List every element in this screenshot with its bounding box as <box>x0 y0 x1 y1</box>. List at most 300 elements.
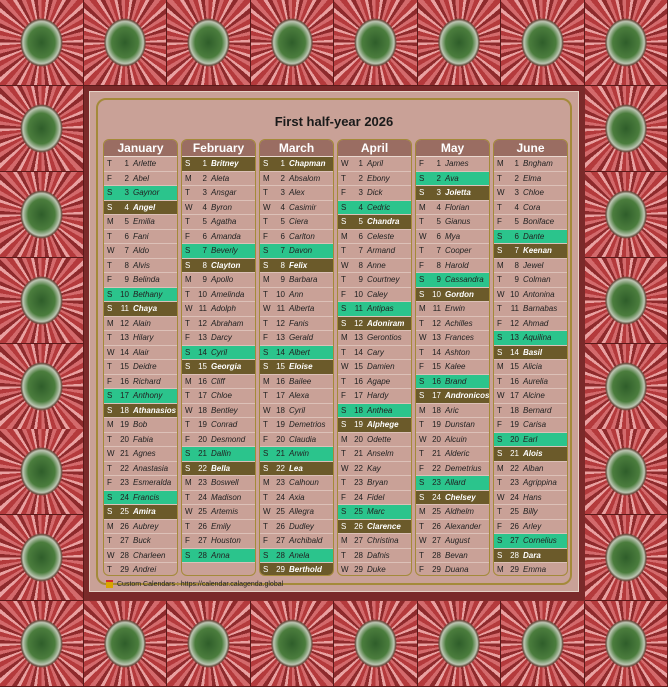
day-letter: S <box>497 550 503 560</box>
day-row <box>338 157 411 172</box>
name-of-day: Duana <box>445 565 469 574</box>
day-letter: F <box>185 333 190 342</box>
day-row <box>494 418 567 433</box>
flower-eye-photo-tile <box>585 0 668 86</box>
name-of-day: Alvis <box>133 260 150 270</box>
day-number: 26 <box>276 521 285 531</box>
day-row <box>260 476 333 491</box>
day-letter: W <box>341 463 349 473</box>
day-letter: S <box>341 507 347 516</box>
day-number: 15 <box>120 362 129 371</box>
name-of-day: April <box>367 159 384 168</box>
day-number: 18 <box>432 405 441 415</box>
day-number: 22 <box>432 463 441 473</box>
name-of-day: Adoniram <box>367 318 405 328</box>
day-letter: T <box>341 246 346 255</box>
day-number: 9 <box>436 275 441 284</box>
name-of-day: Arley <box>523 521 542 531</box>
day-letter: T <box>107 565 112 574</box>
day-row <box>260 447 333 462</box>
day-number: 1 <box>280 159 285 168</box>
name-of-day: Hilary <box>133 333 154 342</box>
day-row <box>260 389 333 404</box>
name-of-day: Alderic <box>445 449 470 458</box>
day-letter: T <box>107 362 112 371</box>
name-of-day: Fabia <box>133 434 154 444</box>
day-letter: T <box>107 159 112 168</box>
day-letter: T <box>185 318 190 328</box>
day-letter: F <box>107 275 112 284</box>
day-number: 2 <box>514 173 519 183</box>
name-of-day: Anela <box>289 550 310 560</box>
name-of-day: Britney <box>211 159 239 168</box>
day-letter: T <box>107 434 112 444</box>
day-row <box>182 186 255 201</box>
day-row <box>260 505 333 520</box>
day-row <box>494 317 567 332</box>
day-row <box>260 375 333 390</box>
day-letter: W <box>107 246 115 255</box>
day-number: 25 <box>276 507 285 516</box>
day-number: 24 <box>120 492 129 502</box>
day-letter: T <box>341 449 346 458</box>
day-number: 27 <box>510 536 519 545</box>
day-letter: S <box>497 347 503 357</box>
day-row <box>494 331 567 346</box>
day-row <box>416 447 489 462</box>
month-column-june <box>493 139 568 576</box>
day-number: 20 <box>276 434 285 444</box>
day-row <box>182 549 255 564</box>
day-row <box>260 244 333 259</box>
day-number: 16 <box>120 376 129 386</box>
day-row <box>260 433 333 448</box>
day-number: 13 <box>354 333 363 342</box>
day-row <box>260 230 333 245</box>
day-row <box>182 346 255 361</box>
day-number: 14 <box>120 347 129 357</box>
day-number: 2 <box>124 173 129 183</box>
flower-eye-photo-tile <box>501 601 585 687</box>
name-of-day: Aldo <box>133 246 150 255</box>
day-letter: M <box>263 376 270 386</box>
day-letter: S <box>419 188 425 197</box>
day-row <box>416 549 489 564</box>
day-row <box>104 346 177 361</box>
day-row <box>494 462 567 477</box>
name-of-day: Aleta <box>211 173 230 183</box>
flower-eye-photo-tile <box>0 86 84 172</box>
name-of-day: Bevan <box>445 550 468 560</box>
day-number: 20 <box>432 434 441 444</box>
day-row <box>338 201 411 216</box>
day-row <box>416 186 489 201</box>
day-row <box>338 186 411 201</box>
name-of-day: Houston <box>211 536 241 545</box>
day-number: 9 <box>514 275 519 284</box>
day-number: 2 <box>202 173 207 183</box>
day-letter: F <box>419 565 424 574</box>
name-of-day: Aquilina <box>523 333 552 342</box>
day-row <box>182 273 255 288</box>
day-number: 16 <box>432 376 441 386</box>
name-of-day: Conrad <box>211 420 238 429</box>
day-row <box>494 505 567 520</box>
day-letter: S <box>107 391 113 400</box>
day-row <box>416 201 489 216</box>
day-row <box>104 317 177 332</box>
day-row <box>416 375 489 390</box>
flower-eye-photo-tile <box>251 0 335 86</box>
day-letter: S <box>263 159 269 168</box>
day-row <box>104 157 177 172</box>
name-of-day: Aubrey <box>133 521 159 531</box>
day-row <box>260 273 333 288</box>
name-of-day: Darcy <box>211 333 232 342</box>
name-of-day: Dara <box>523 550 541 560</box>
day-letter: F <box>497 217 502 226</box>
day-letter: F <box>419 159 424 168</box>
day-row <box>416 259 489 274</box>
name-of-day: Armand <box>367 246 396 255</box>
day-row <box>260 520 333 535</box>
day-row <box>338 244 411 259</box>
day-letter: S <box>185 246 191 255</box>
day-number: 8 <box>436 260 441 270</box>
day-letter: W <box>107 449 115 458</box>
month-column-february <box>181 139 256 576</box>
day-letter: F <box>497 420 502 429</box>
day-number: 11 <box>120 304 129 313</box>
day-letter: F <box>497 521 502 531</box>
day-number: 6 <box>358 231 363 241</box>
day-letter: W <box>185 405 193 415</box>
day-row <box>338 360 411 375</box>
day-row <box>338 317 411 332</box>
day-letter: T <box>263 289 268 299</box>
name-of-day: Brand <box>445 376 467 386</box>
name-of-day: Billy <box>523 507 538 516</box>
day-letter: T <box>497 376 502 386</box>
day-row <box>260 186 333 201</box>
day-number: 24 <box>354 492 363 502</box>
day-row <box>416 563 489 576</box>
name-of-day: Amira <box>133 507 156 516</box>
name-of-day: Odette <box>367 434 392 444</box>
day-row <box>416 433 489 448</box>
day-number: 8 <box>358 260 363 270</box>
day-row <box>104 433 177 448</box>
day-letter: W <box>419 434 427 444</box>
day-letter: M <box>419 304 426 313</box>
day-row <box>260 534 333 549</box>
day-letter: M <box>185 173 192 183</box>
name-of-day: Basil <box>523 347 543 357</box>
month-column-january <box>103 139 178 576</box>
flower-eye-photo-tile <box>585 515 668 601</box>
name-of-day: Gerontios <box>367 333 402 342</box>
day-row <box>494 563 567 576</box>
day-number: 20 <box>120 434 129 444</box>
day-letter: S <box>263 565 269 574</box>
day-letter: F <box>263 434 268 444</box>
day-number: 8 <box>202 260 207 270</box>
day-number: 21 <box>120 449 129 458</box>
day-row <box>416 172 489 187</box>
name-of-day: Clayton <box>211 260 241 270</box>
day-number: 17 <box>432 391 441 400</box>
day-letter: M <box>497 159 504 168</box>
name-of-day: Caley <box>367 289 388 299</box>
name-of-day: Joletta <box>445 188 471 197</box>
day-number: 19 <box>432 420 441 429</box>
day-row <box>416 331 489 346</box>
day-number: 10 <box>276 289 285 299</box>
day-row <box>182 534 255 549</box>
name-of-day: Anna <box>211 550 230 560</box>
name-of-day: Florian <box>445 202 470 212</box>
name-of-day: Alcine <box>523 391 545 400</box>
day-letter: W <box>419 333 427 342</box>
day-letter: M <box>341 434 348 444</box>
day-letter: S <box>341 217 347 226</box>
day-letter: S <box>185 347 191 357</box>
day-row <box>338 491 411 506</box>
day-row <box>416 404 489 419</box>
day-row <box>338 476 411 491</box>
day-letter: F <box>497 318 502 328</box>
day-number: 19 <box>276 420 285 429</box>
day-number: 28 <box>354 550 363 560</box>
day-number: 23 <box>432 478 441 487</box>
name-of-day: Bentley <box>211 405 238 415</box>
day-letter: S <box>497 333 503 342</box>
day-number: 14 <box>510 347 519 357</box>
day-row <box>104 375 177 390</box>
name-of-day: Aric <box>445 405 459 415</box>
day-letter: T <box>185 420 190 429</box>
day-row <box>182 404 255 419</box>
day-letter: T <box>497 304 502 313</box>
day-number: 15 <box>432 362 441 371</box>
name-of-day: Apollo <box>211 275 234 284</box>
day-letter: W <box>497 391 505 400</box>
name-of-day: Bryan <box>367 478 388 487</box>
day-letter: F <box>107 376 112 386</box>
day-letter: F <box>185 434 190 444</box>
day-letter: F <box>185 231 190 241</box>
name-of-day: Abraham <box>211 318 244 328</box>
day-letter: T <box>419 550 424 560</box>
day-letter: W <box>497 492 505 502</box>
day-number: 4 <box>280 202 285 212</box>
name-of-day: Boniface <box>523 217 555 226</box>
day-letter: S <box>107 188 113 197</box>
name-of-day: Barbara <box>289 275 318 284</box>
name-of-day: Amelinda <box>211 289 245 299</box>
day-row <box>494 186 567 201</box>
day-letter: S <box>107 304 113 313</box>
name-of-day: James <box>445 159 469 168</box>
day-number: 23 <box>510 478 519 487</box>
day-row <box>416 505 489 520</box>
name-of-day: Cary <box>367 347 384 357</box>
day-row <box>104 447 177 462</box>
flower-eye-photo-tile <box>0 0 84 86</box>
name-of-day: Anthea <box>367 405 393 415</box>
day-row <box>494 549 567 564</box>
day-letter: S <box>263 260 269 270</box>
day-number: 17 <box>120 391 129 400</box>
name-of-day: Bernard <box>523 405 552 415</box>
day-number: 18 <box>276 405 285 415</box>
day-number: 3 <box>358 188 363 197</box>
day-row <box>338 549 411 564</box>
day-letter: S <box>263 347 269 357</box>
name-of-day: Harold <box>445 260 469 270</box>
day-number: 27 <box>120 536 129 545</box>
day-row <box>104 563 177 576</box>
day-number: 21 <box>354 449 363 458</box>
day-number: 24 <box>432 492 441 502</box>
name-of-day: Colman <box>523 275 551 284</box>
name-of-day: Absalom <box>289 173 321 183</box>
day-number: 28 <box>432 550 441 560</box>
name-of-day: Bob <box>133 420 148 429</box>
name-of-day: Antonina <box>523 289 555 299</box>
day-number: 5 <box>514 217 519 226</box>
day-letter: S <box>263 449 269 458</box>
name-of-day: Berthold <box>289 565 322 574</box>
calendar-panel <box>89 91 579 592</box>
day-letter: S <box>419 492 425 502</box>
day-number: 1 <box>202 159 207 168</box>
day-letter: W <box>419 536 427 545</box>
day-number: 11 <box>198 304 207 313</box>
day-number: 9 <box>280 275 285 284</box>
day-row <box>104 215 177 230</box>
name-of-day: Cora <box>523 202 541 212</box>
day-row <box>416 534 489 549</box>
name-of-day: Axia <box>289 492 305 502</box>
day-letter: T <box>263 521 268 531</box>
name-of-day: August <box>445 536 470 545</box>
day-number: 3 <box>514 188 519 197</box>
day-letter: W <box>185 202 193 212</box>
day-letter: M <box>497 565 504 574</box>
name-of-day: Dallin <box>211 449 232 458</box>
flower-eye-photo-tile <box>418 0 502 86</box>
day-row <box>182 447 255 462</box>
day-letter: W <box>263 202 271 212</box>
day-letter: F <box>419 463 424 473</box>
day-row <box>416 360 489 375</box>
name-of-day: Damien <box>367 362 395 371</box>
day-number: 7 <box>124 246 129 255</box>
day-number: 22 <box>354 463 363 473</box>
name-of-day: Ahmad <box>523 318 549 328</box>
day-letter: W <box>341 565 349 574</box>
name-of-day: Allegra <box>289 507 314 516</box>
name-of-day: Albert <box>289 347 310 357</box>
flower-eye-photo-tile <box>334 601 418 687</box>
day-number: 8 <box>124 260 129 270</box>
day-row <box>416 491 489 506</box>
month-column-may <box>415 139 490 576</box>
name-of-day: Davon <box>289 246 313 255</box>
day-row <box>494 433 567 448</box>
calendar-frame <box>96 98 572 588</box>
name-of-day: Archibald <box>289 536 323 545</box>
day-row <box>182 244 255 259</box>
day-row <box>494 288 567 303</box>
day-letter: S <box>497 434 503 444</box>
day-letter: S <box>263 362 269 371</box>
day-number: 27 <box>354 536 363 545</box>
day-number: 3 <box>436 188 441 197</box>
day-letter: M <box>107 420 114 429</box>
day-row <box>494 346 567 361</box>
flower-eye-photo-tile <box>0 172 84 258</box>
day-number: 5 <box>202 217 207 226</box>
day-letter: T <box>107 463 112 473</box>
day-number: 19 <box>510 420 519 429</box>
day-letter: S <box>341 420 347 429</box>
flower-eye-photo-tile <box>585 601 668 687</box>
day-row <box>494 476 567 491</box>
day-letter: S <box>341 318 347 328</box>
day-letter: S <box>107 492 113 502</box>
day-row <box>338 505 411 520</box>
name-of-day: Angel <box>133 202 156 212</box>
day-row <box>260 215 333 230</box>
day-number: 13 <box>432 333 441 342</box>
day-row <box>260 360 333 375</box>
name-of-day: Cornelius <box>523 536 557 545</box>
flower-eye-photo-tile <box>418 601 502 687</box>
day-letter: T <box>107 333 112 342</box>
day-row <box>494 375 567 390</box>
day-row <box>494 215 567 230</box>
day-row <box>416 230 489 245</box>
day-number: 29 <box>510 565 519 574</box>
day-letter: M <box>341 231 348 241</box>
day-letter: T <box>419 318 424 328</box>
day-row <box>182 360 255 375</box>
day-letter: M <box>419 202 426 212</box>
day-row <box>416 462 489 477</box>
flower-eye-photo-tile <box>585 258 668 344</box>
flower-eye-photo-tile <box>585 344 668 430</box>
calendar-title: First half-year 2026 <box>274 114 394 129</box>
name-of-day: Bngham <box>523 159 553 168</box>
flower-eye-photo-tile <box>84 601 168 687</box>
flower-eye-photo-tile <box>585 86 668 172</box>
day-number: 28 <box>510 550 519 560</box>
day-row <box>338 418 411 433</box>
day-row <box>260 346 333 361</box>
day-row <box>416 476 489 491</box>
day-number: 13 <box>510 333 519 342</box>
name-of-day: Alcuin <box>445 434 467 444</box>
day-number: 21 <box>276 449 285 458</box>
day-number: 23 <box>354 478 363 487</box>
day-row <box>494 157 567 172</box>
day-row <box>260 172 333 187</box>
day-row <box>338 346 411 361</box>
day-letter: M <box>419 405 426 415</box>
day-letter: T <box>419 449 424 458</box>
